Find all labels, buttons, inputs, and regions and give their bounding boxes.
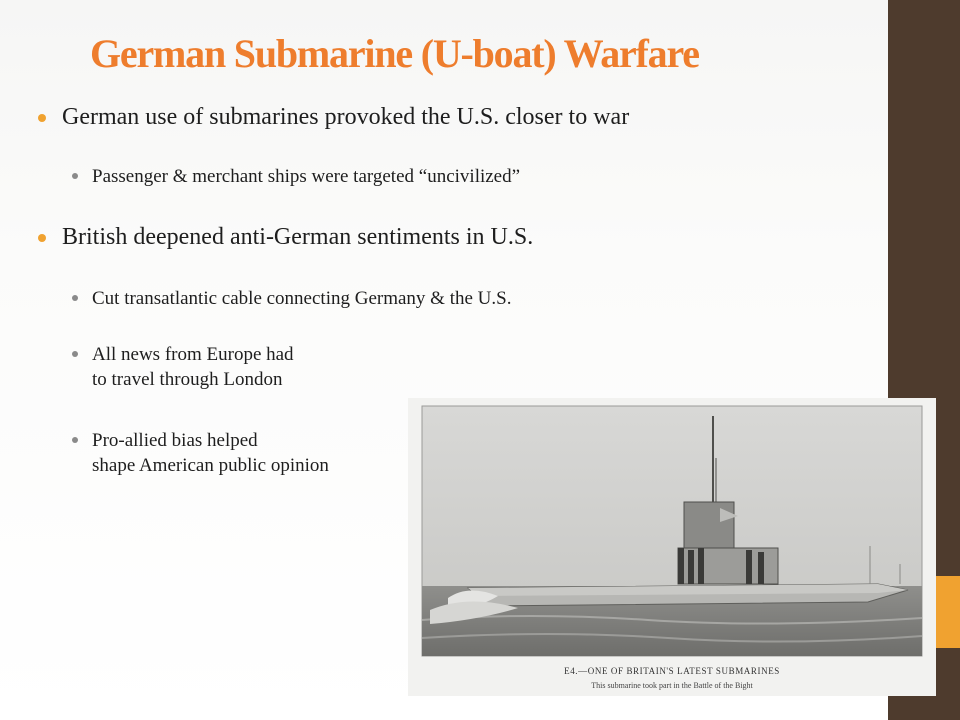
submarine-photo bbox=[408, 398, 936, 696]
bullet-line: shape American public opinion bbox=[92, 455, 329, 476]
bullet-text: Cut transatlantic cable connecting Germany & the U.S. bbox=[92, 288, 512, 309]
bullet-text: British deepened anti-German sentiments in U.S. bbox=[62, 224, 534, 250]
bullet-dot-icon bbox=[72, 437, 78, 443]
bullet-text: Passenger & merchant ships were targeted “uncivilized” bbox=[92, 166, 521, 187]
bullet-line: to travel through London bbox=[92, 369, 283, 390]
submarine-photo-image bbox=[408, 398, 936, 696]
photo-caption-title: E4.—ONE OF BRITAIN'S LATEST SUBMARINES bbox=[564, 666, 780, 676]
bullet-line: All news from Europe had bbox=[92, 344, 294, 365]
orange-accent-tab bbox=[936, 576, 960, 648]
slide-title: German Submarine (U-boat) Warfare bbox=[90, 31, 699, 76]
bullet-line: Pro-allied bias helped bbox=[92, 430, 258, 451]
bullet-dot-icon bbox=[72, 173, 78, 179]
bullet-dot-icon bbox=[38, 114, 46, 122]
bullet-dot-icon bbox=[72, 295, 78, 301]
bullet-dot-icon bbox=[72, 351, 78, 357]
bullet-text bbox=[92, 342, 294, 392]
bullet-text: German use of submarines provoked the U.S. closer to war bbox=[62, 104, 630, 130]
bullet-dot-icon bbox=[38, 234, 46, 242]
photo-caption-subtitle: This submarine took part in the Battle of the Bight bbox=[591, 681, 753, 690]
bullet-text bbox=[92, 428, 329, 478]
